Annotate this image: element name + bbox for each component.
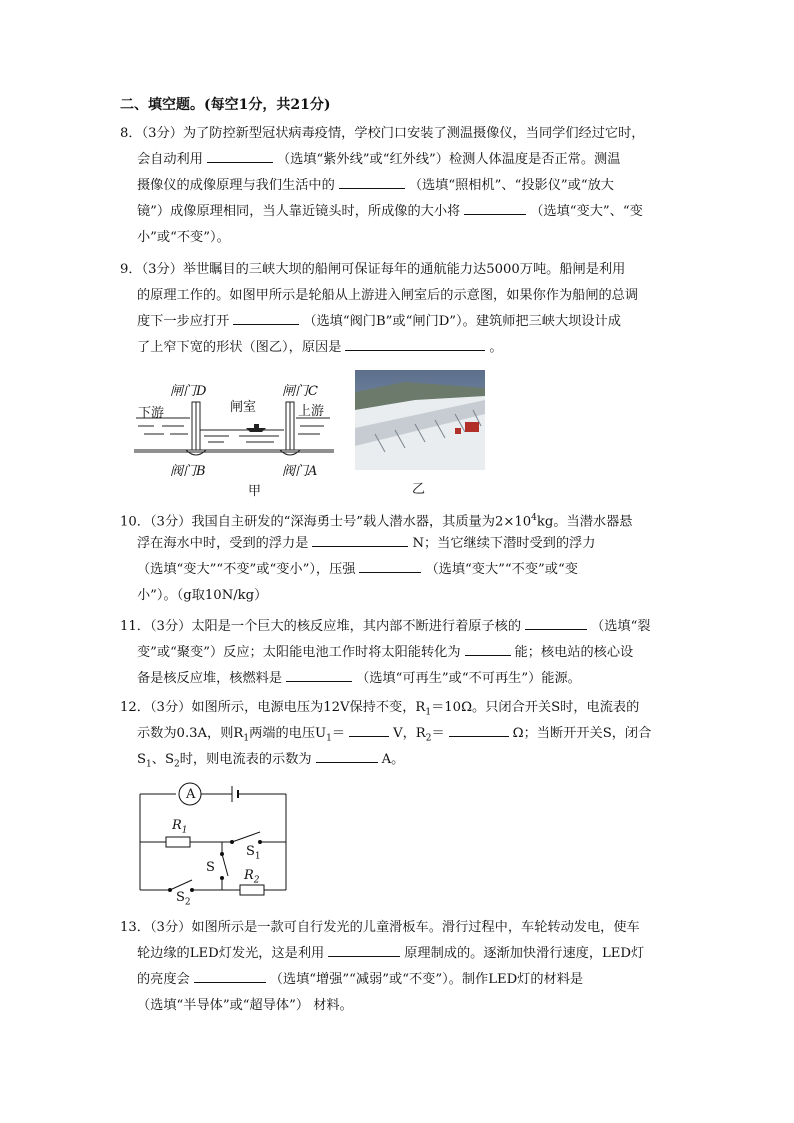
q13-blank-2[interactable]	[194, 968, 266, 983]
q8-line-4: 镜”）成像原理相同，当人靠近镜头时，所成像的大小将 （选填“变大”、“变	[120, 199, 680, 225]
label-r1: $R_1$	[172, 818, 188, 836]
label-gate-c: 闸门C	[282, 384, 318, 399]
q9-line-3: 度下一步应打开 （选填“阀门B”或“闸门D”）。建筑师把三峡大坝设计成	[120, 309, 680, 335]
q12-blank-1[interactable]	[349, 722, 389, 737]
q8-blank-2[interactable]	[339, 174, 405, 189]
question-10	[120, 505, 680, 609]
label-chamber: 闸室	[230, 400, 257, 415]
q11-blank-2[interactable]	[465, 641, 511, 656]
q9-line-1: 9．（3分）举世瞩目的三峡大坝的船闸可保证每年的通航能力达5000万吨。船闸是利用	[120, 262, 626, 277]
q12-blank-2[interactable]	[449, 722, 509, 737]
label-s: S	[206, 860, 215, 875]
q12-line-1: 12．（3分）如图所示，电源电压为12V保持不变，$R_1=10\Omega$。只闭合开关S时，电流表的	[120, 700, 640, 718]
q13-line-3: 的亮度会 （选填“增强”“减弱”或“不变”）。制作LED灯的材料是	[120, 967, 680, 993]
label-gate-d: 闸门D	[170, 384, 207, 399]
q8-blank-3[interactable]	[464, 200, 526, 215]
label-downstream: 下游	[138, 406, 165, 421]
q12-blank-3[interactable]	[316, 748, 378, 763]
question-11	[120, 614, 680, 692]
switch-s	[222, 854, 228, 876]
dam-photo	[355, 370, 485, 470]
q11-line-3: 备是核反应堆，核燃料是 （选填“可再生”或“不可再生”）能源。	[120, 666, 680, 692]
q10-line-1: 10．（3分）我国自主研发的“深海勇士号”载人潜水器，其质量为$2\times 10^4kg$。当潜水器悬	[120, 513, 633, 530]
question-9	[120, 257, 680, 361]
switch-s2	[170, 880, 192, 890]
q8-line-5: 小”或“不变”）。	[137, 230, 230, 245]
q11-blank-3[interactable]	[286, 667, 352, 682]
caption-jia: 甲	[248, 484, 262, 499]
q11-line-2: 变”或“聚变”）反应；太阳能电池工作时将太阳能转化为 能；核电站的核心设	[120, 640, 680, 666]
circuit-diagram	[136, 782, 296, 910]
question-12	[120, 695, 680, 773]
q11-blank-1[interactable]	[525, 615, 587, 630]
q10-line-3: （选填“变大”“不变”或“变小”），压强 （选填“变大”“不变”或“变	[120, 557, 680, 583]
q8-line-1: 8．（3分）为了防控新型冠状病毒疫情，学校门口安装了测温摄像仪，当同学们经过它时，	[120, 126, 645, 141]
q8-blank-1[interactable]	[207, 148, 273, 163]
label-valve-a: 阀门A	[282, 464, 318, 479]
label-valve-b: 阀门B	[170, 464, 206, 479]
q12-line-3: $S_1$、$S_2$时，则电流表的示数为 A。	[120, 747, 680, 773]
question-8	[120, 121, 680, 251]
q8-line-3: 摄像仪的成像原理与我们生活中的 （选填“照相机”、“投影仪”或“放大	[120, 173, 680, 199]
label-s1: $S_1$	[246, 844, 261, 862]
q13-blank-1[interactable]	[328, 942, 400, 957]
ship-icon	[246, 428, 266, 432]
q9-line-2: 的原理工作的。如图甲所示是轮船从上游进入闸室后的示意图，如果你作为船闸的总调	[137, 288, 639, 303]
q10-blank-1[interactable]	[312, 532, 408, 547]
resistor-r1	[166, 837, 190, 847]
q13-line-2: 轮边缘的LED灯发光，这是利用 原理制成的。逐渐加快滑行速度，LED灯	[120, 941, 680, 967]
q9-blank-1[interactable]	[233, 310, 299, 325]
resistor-r2	[240, 885, 264, 895]
q8-line-2: 会自动利用 （选填“紫外线”或“红外线”）检测人体温度是否正常。测温	[120, 147, 680, 173]
downstream-water	[134, 418, 194, 448]
q9-line-4: 了上窄下宽的形状（图乙），原因是 。	[120, 335, 680, 361]
q10-blank-2[interactable]	[359, 558, 421, 573]
label-upstream: 上游	[298, 404, 325, 419]
q13-line-1: 13．（3分）如图所示是一款可自行发光的儿童滑板车。滑行过程中，车轮转动发电，使车	[120, 920, 640, 935]
q12-line-2: 示数为0.3A，则$R_1$两端的电压$U_1= V$，$R_2= \Omega$；当断开开关S，闭合	[120, 721, 680, 747]
question-13	[120, 915, 680, 1019]
q11-line-1: 11．（3分）太阳是一个巨大的核反应堆，其内部不断进行着原子核的 （选填“裂	[120, 614, 680, 640]
label-s2: $S_2$	[176, 890, 191, 908]
q13-line-4: （选填“半导体”或“超导体”） 材料。	[137, 998, 353, 1013]
label-r2: $R_2$	[244, 868, 260, 886]
section-title: 二、填空题。(每空1分，共21分)	[120, 97, 331, 113]
ammeter-label: A	[186, 787, 196, 802]
q9-blank-2[interactable]	[345, 336, 485, 351]
caption-yi: 乙	[412, 482, 426, 497]
q10-line-4: 小”）。（g取10N/kg）	[137, 588, 268, 603]
q10-line-2: 浮在海水中时，受到的浮力是 N；当它继续下潜时受到的浮力	[120, 531, 680, 557]
switch-s1	[232, 832, 260, 842]
